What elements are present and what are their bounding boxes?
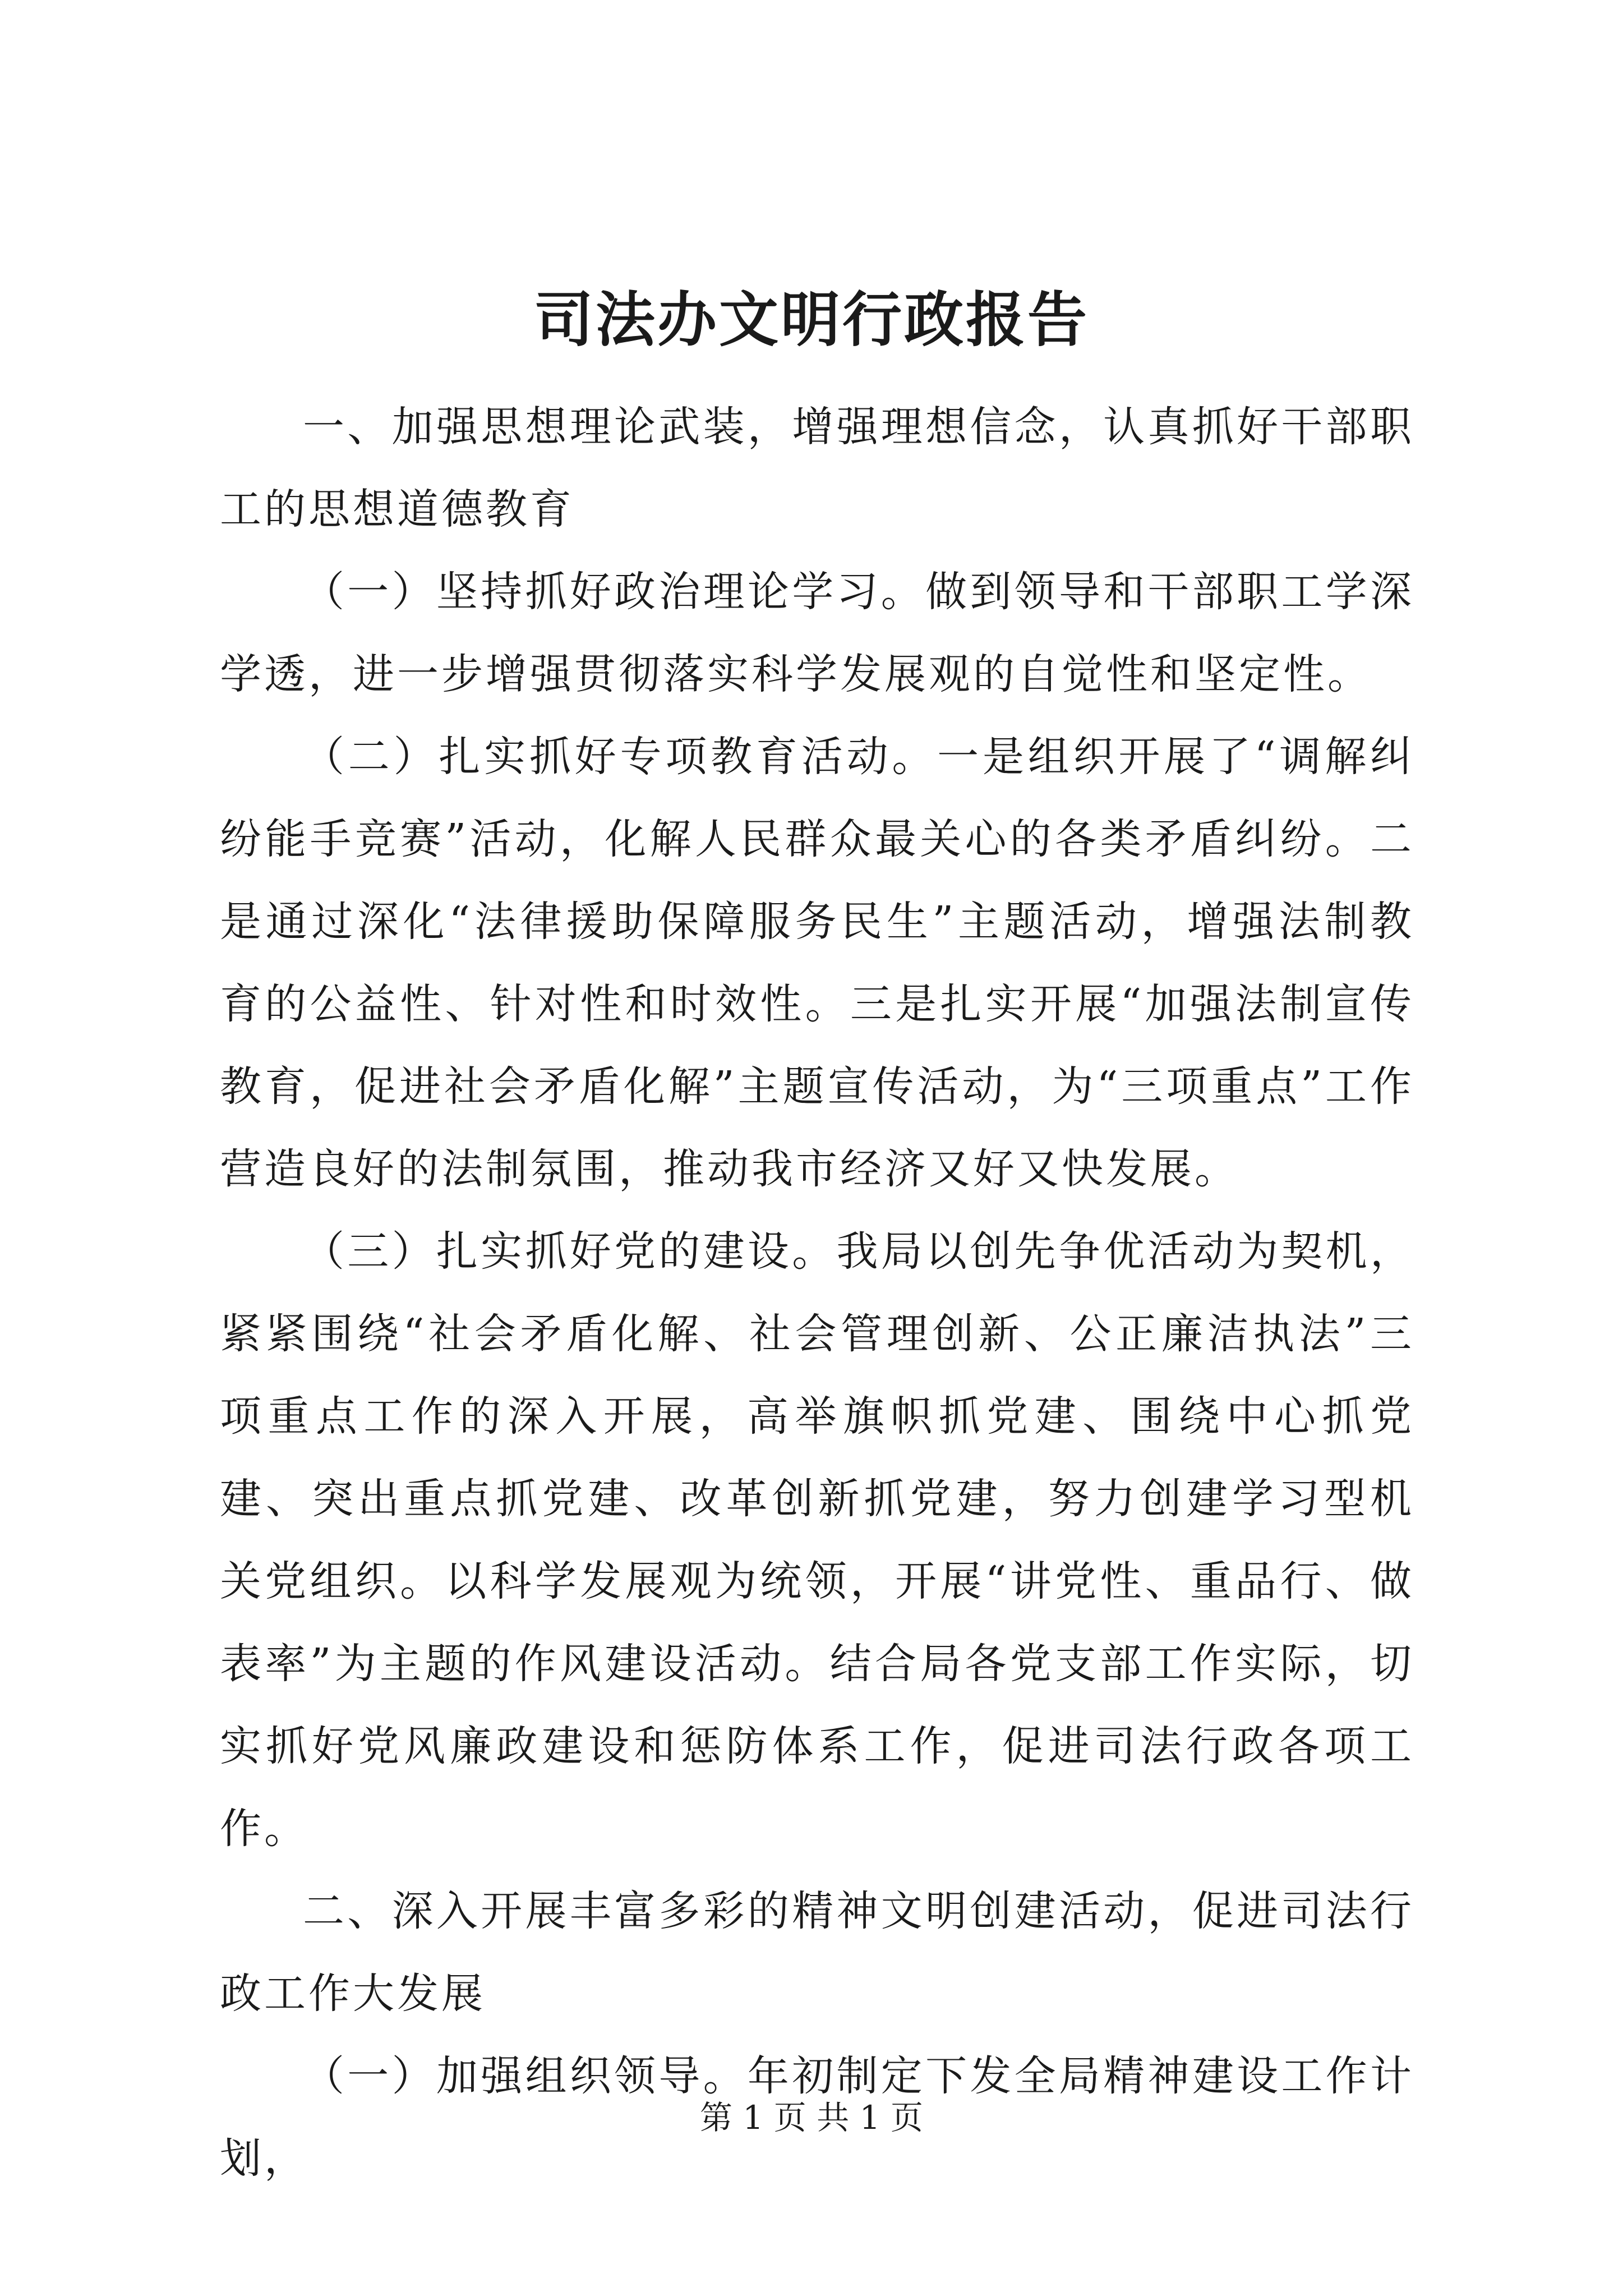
- section-heading-2: 二、深入开展丰富多彩的精神文明创建活动，促进司法行政工作大发展: [220, 1887, 1414, 2018]
- paragraph-1-3: （三）扎实抓好党的建设。我局以创先争优活动为契机，紧紧围绕“社会矛盾化解、社会管理创新、公正廉洁执法”三项重点工作的深入开展，高举旗帜抓党建、围绕中心抓党建、突出重点抓党建、改革创新抓党建，努力创建学习型机关党组织。以科学发展观为统领，开展“讲党性、重品行、做表率”为主题的作风建设活动。结合局各党支部工作实际，切实抓好党风廉政建设和惩防体系工作，促进司法行政各项工作。: [220, 1227, 1414, 1853]
- page-footer: 第 1 页 共 1 页: [700, 2099, 923, 2137]
- document-title: 司法办文明行政报告: [534, 284, 1089, 355]
- paragraph-1-2: （二）扎实抓好专项教育活动。一是组织开展了“调解纠纷能手竞赛”活动，化解人民群众最关心的各类矛盾纠纷。二是通过深化“法律援助保障服务民生”主题活动，增强法制教育的公益性、针对性和时效性。三是扎实开展“加强法制宣传教育，促进社会矛盾化解”主题宣传活动，为“三项重点”工作营造良好的法制氛围，推动我市经济又好又快发展。: [220, 733, 1414, 1193]
- document-body: [220, 386, 1414, 2200]
- paragraph-1-1: （一）坚持抓好政治理论学习。做到领导和干部职工学深学透，进一步增强贯彻落实科学发展观的自觉性和坚定性。: [220, 568, 1414, 698]
- section-heading-1: 一、加强思想理论武装，增强理想信念，认真抓好干部职工的思想道德教育: [220, 403, 1414, 533]
- paragraph-2-1: （一）加强组织领导。年初制定下发全局精神建设工作计划，: [220, 2052, 1414, 2183]
